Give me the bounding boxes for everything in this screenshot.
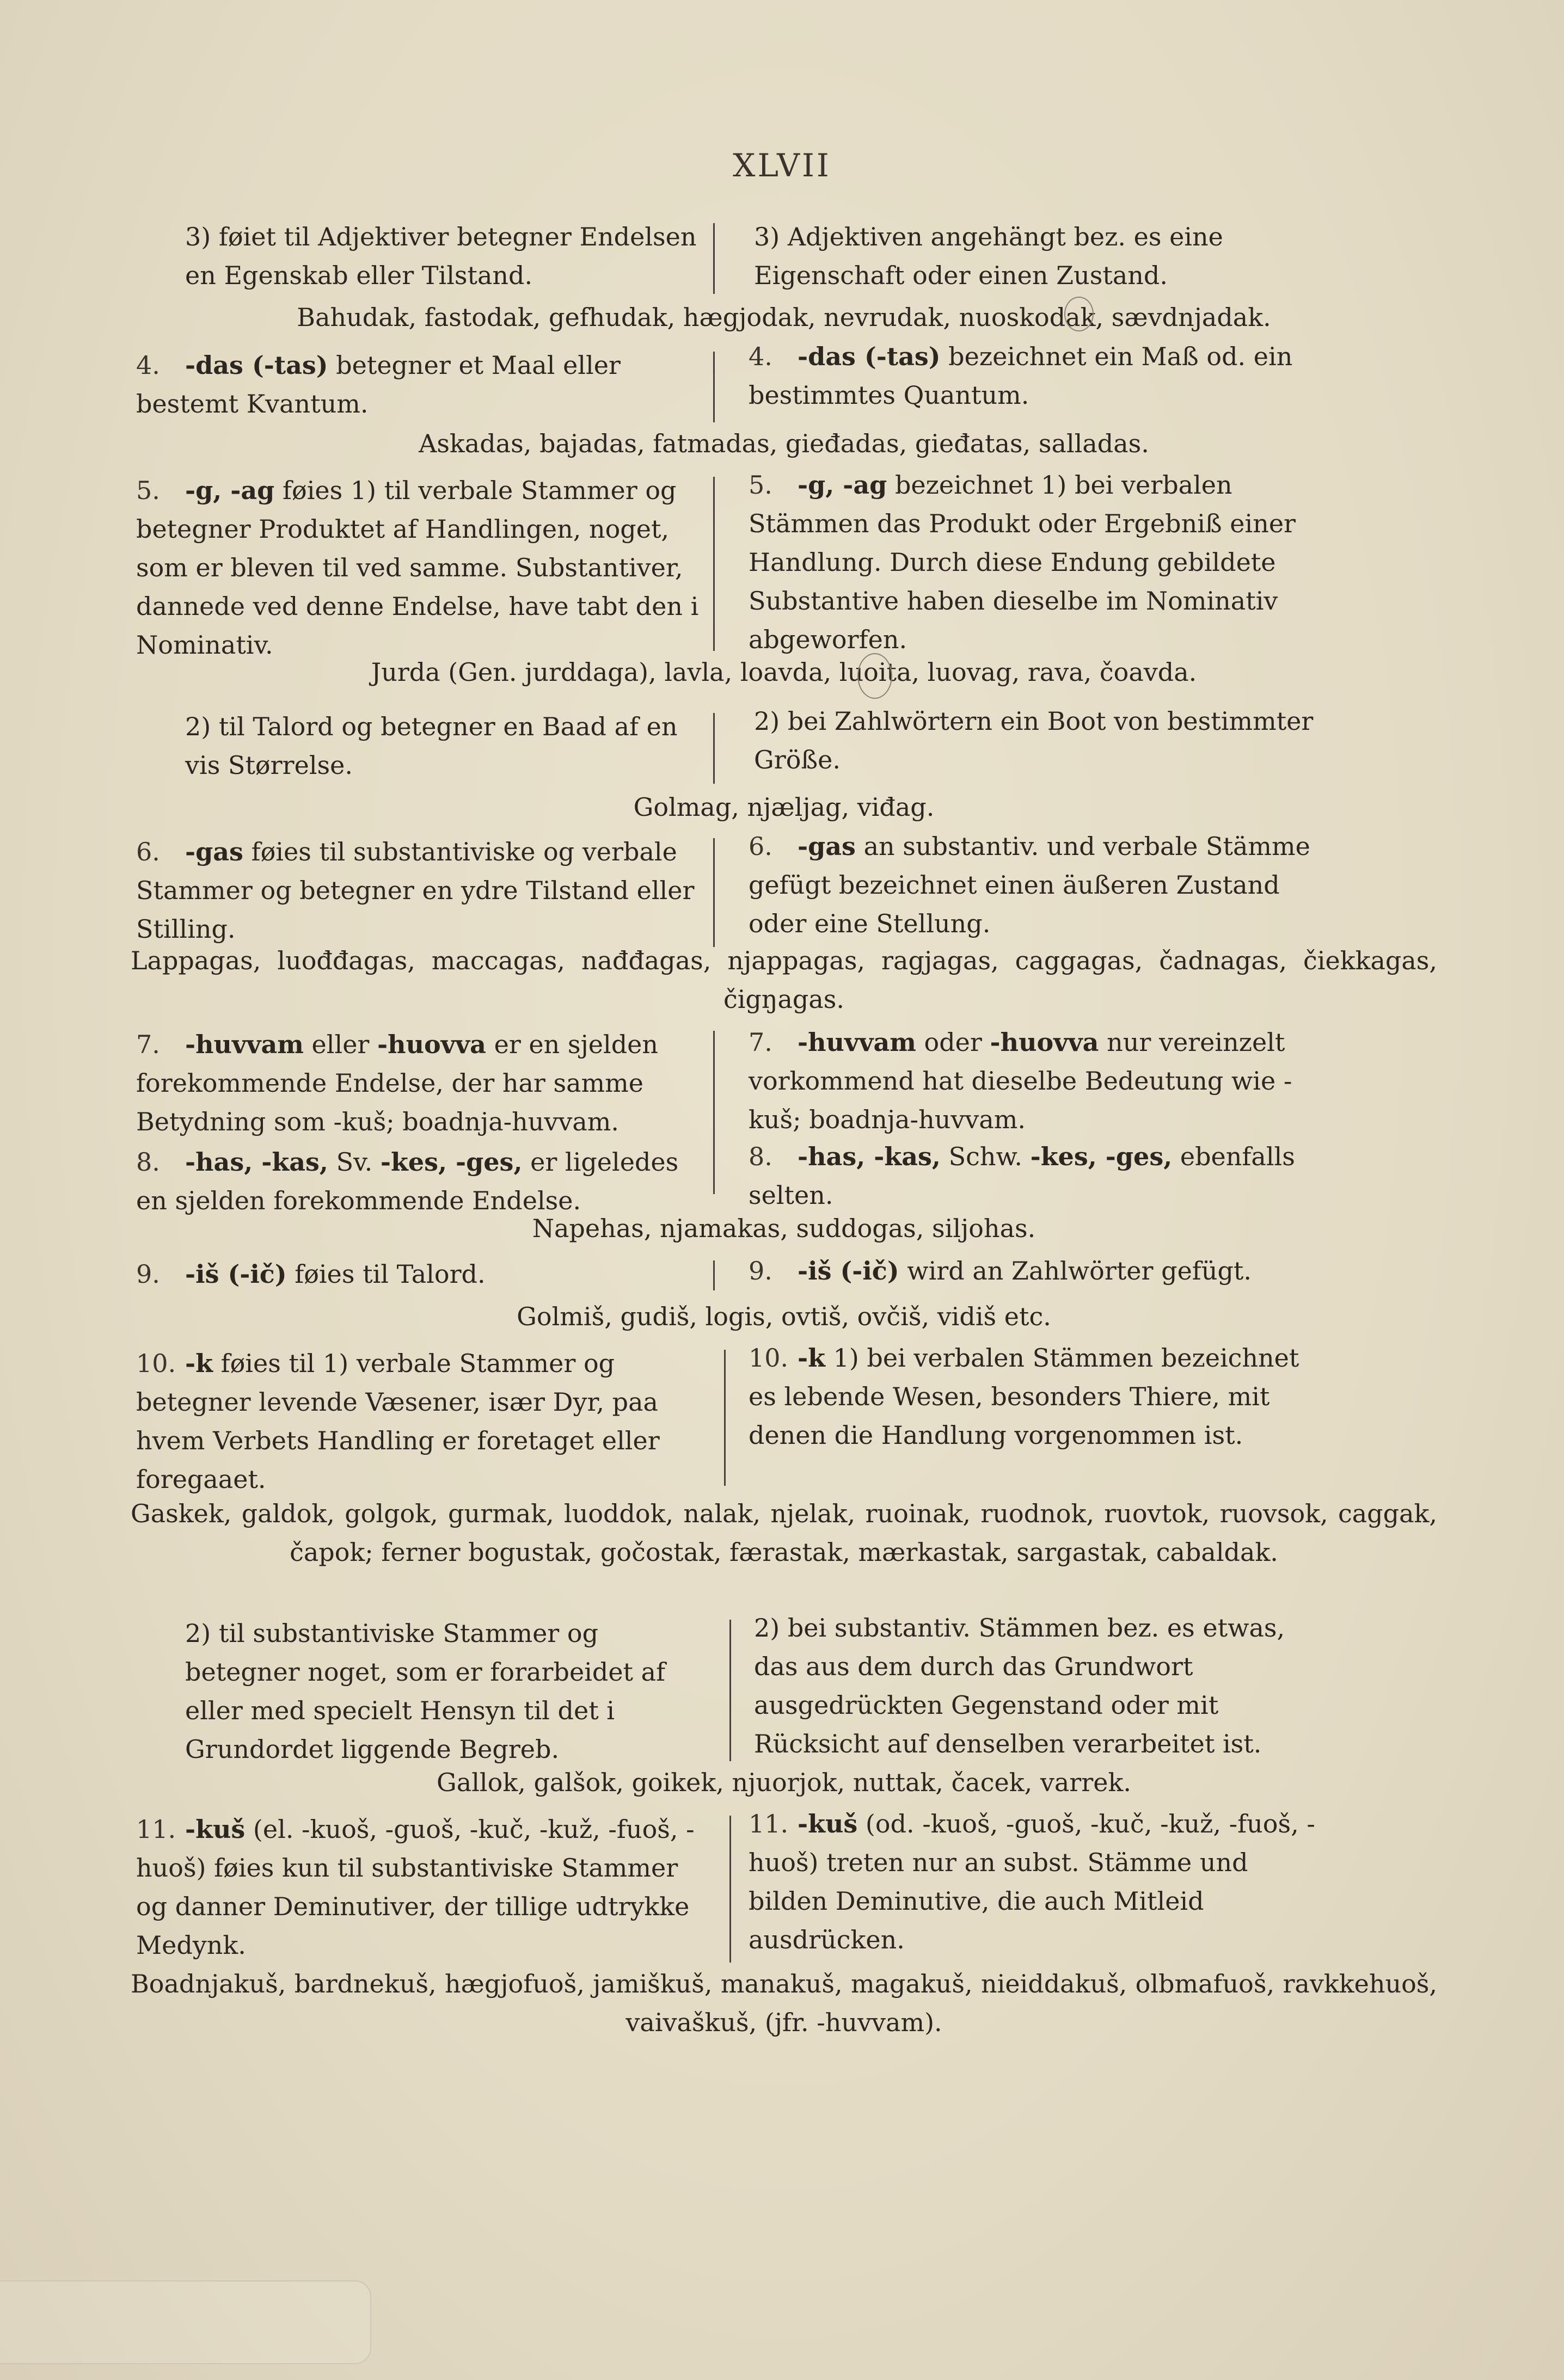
entry-5b-german — [754, 702, 1326, 779]
entry-number: 5. — [749, 470, 772, 500]
entry-4-danish — [136, 346, 708, 423]
entry-number: 8. — [136, 1147, 160, 1177]
entry-number: 6. — [749, 832, 772, 861]
entry-text: 3) føiet til Adjektiver betegner Endelsen en Egenskab eller Tilstand. — [185, 222, 697, 290]
column-divider — [713, 838, 715, 947]
entry-number: 2) — [754, 1613, 780, 1643]
entry-text: bezeichnet ein Maß od. ein bestimmtes Quantum. — [749, 342, 1293, 410]
suffix: -kuš — [798, 1809, 858, 1838]
entry-3-danish — [185, 218, 702, 295]
suffix: -gas — [798, 832, 856, 861]
entry-text: bei substantiv. Stämmen bez. es etwas, das aus dem durch das Grundwort ausgedrückten Gegenstand oder mit Rücksicht auf denselben verarbeitet ist. — [754, 1613, 1285, 1758]
entry-6-danish — [136, 833, 708, 949]
scan-tape-strip — [0, 2280, 371, 2364]
entry-text: oder — [916, 1028, 990, 1057]
suffix: -huovva — [990, 1028, 1099, 1057]
entry-number: 11. — [136, 1815, 176, 1844]
column-divider — [724, 1350, 726, 1486]
entry-8-danish — [136, 1143, 708, 1220]
entry-9-german — [749, 1252, 1326, 1290]
entry-5b-danish — [185, 708, 702, 785]
suffix: -das (-tas) — [185, 350, 328, 380]
column-divider — [713, 1260, 715, 1290]
entry-5-german — [749, 466, 1326, 659]
entry-7-german — [749, 1023, 1326, 1139]
entry-10-danish — [136, 1344, 708, 1499]
entry-5-danish — [136, 471, 708, 665]
entry-number: 10. — [749, 1343, 789, 1373]
column-divider — [713, 477, 715, 651]
examples-9: Golmiš, gudiš, logis, ovtiš, ovčiš, vidiš etc. — [517, 1302, 1051, 1331]
entry-text: føies 1) til verbale Stammer og betegner Produktet af Handlingen, noget, som er bleven til ved samme. Substantiver, dannede ved denne Endelse, have tabt den i Nominativ. — [136, 476, 699, 660]
suffix: -kes, -ges, — [380, 1147, 523, 1177]
entry-text: føies til 1) verbale Stammer og betegner levende Væsener, især Dyr, paa hvem Verbets Handling er foretaget eller foregaaet. — [136, 1349, 660, 1494]
entry-text: betegner et Maal eller bestemt Kvantum. — [136, 350, 621, 419]
pencil-mark — [1064, 297, 1094, 331]
examples-6: Lappagas, luođđagas, maccagas, nađđagas, njappagas, ragjagas, caggagas, čadnagas, čiekkagas, čigŋagas. — [131, 946, 1437, 1014]
examples-4: Askadas, bajadas, fatmadas, gieđadas, gieđatas, salladas. — [419, 429, 1149, 458]
entry-number: 8. — [749, 1142, 772, 1171]
column-divider — [713, 1031, 715, 1194]
column-divider — [713, 352, 715, 422]
entry-10b-danish — [185, 1614, 702, 1769]
suffix: -kes, -ges, — [1030, 1142, 1173, 1171]
entry-11-german — [749, 1805, 1326, 1959]
entry-7-danish — [136, 1025, 708, 1141]
suffix: -k — [185, 1349, 213, 1378]
entry-number: 4. — [136, 350, 160, 380]
suffix: -has, -kas, — [798, 1142, 941, 1171]
entry-text: ebenfalls selten. — [749, 1142, 1295, 1210]
entry-text: wird an Zahlwörter gefügt. — [899, 1256, 1252, 1286]
entry-10b-german — [754, 1609, 1326, 1763]
entry-number: 6. — [136, 837, 160, 866]
entry-11-danish — [136, 1810, 708, 1965]
entry-6-german — [749, 827, 1326, 943]
entry-number: 10. — [136, 1349, 176, 1378]
column-divider — [729, 1816, 731, 1963]
examples-10b: Gallok, galšok, goikek, njuorjok, nuttak, čacek, varrek. — [437, 1768, 1131, 1797]
entry-text: (el. -kuoš, -guoš, -kuč, -kuž, -fuoš, -huoš) føies kun til substantiviske Stammer og danner Deminutiver, der tillige udtrykke Medynk. — [136, 1815, 695, 1960]
examples-10: Gaskek, galdok, golgok, gurmak, luoddok, nalak, njelak, ruoinak, ruodnok, ruovtok, ruovsok, caggak, čapok; ferner bogustak, gočostak, færastak, mærkastak, sargastak, cabaldak. — [131, 1499, 1437, 1567]
suffix: -g, -ag — [185, 476, 275, 505]
suffix: -huovva — [377, 1030, 486, 1059]
suffix: -g, -ag — [798, 470, 887, 500]
page-number: XLVII — [733, 147, 831, 184]
column-divider — [729, 1620, 731, 1761]
entry-8-german — [749, 1137, 1326, 1215]
suffix: -das (-tas) — [798, 342, 941, 371]
examples-5: Jurda (Gen. jurddaga), lavla, loavda, luoita, luovag, rava, čoavda. — [371, 657, 1197, 687]
entry-text: an substantiv. und verbale Stämme gefügt bezeichnet einen äußeren Zustand oder eine Stellung. — [749, 832, 1310, 938]
entry-text: (od. -kuoš, -guoš, -kuč, -kuž, -fuoš, -huoš) treten nur an subst. Stämme und bilden Deminutive, die auch Mitleid ausdrücken. — [749, 1809, 1315, 1954]
entry-text: er en sjelden forekommende Endelse, der har samme Betydning som -kuš; boadnja-huvvam. — [136, 1030, 658, 1136]
suffix: -gas — [185, 837, 243, 866]
entry-text: nur vereinzelt vorkommend hat dieselbe Bedeutung wie -kuš; boadnja-huvvam. — [749, 1028, 1292, 1134]
entry-text: eller — [303, 1030, 378, 1059]
entry-number: 5. — [136, 476, 160, 505]
entry-number: 4. — [749, 342, 772, 371]
suffix: -k — [798, 1343, 825, 1373]
entry-text: 2) til substantiviske Stammer og betegner noget, som er forarbeidet af eller med specielt Hensyn til det i Grundordet liggende Begreb. — [185, 1619, 666, 1764]
entry-text: 3) Adjektiven angehängt bez. es eine Eigenschaft oder einen Zustand. — [754, 222, 1223, 290]
entry-number: 11. — [749, 1809, 789, 1838]
examples-3: Bahudak, fastodak, gefhudak, hægjodak, nevrudak, nuoskodak, sævdnjadak. — [297, 303, 1271, 332]
column-divider — [713, 223, 715, 294]
entry-text: bezeichnet 1) bei verbalen Stämmen das Produkt oder Ergebniß einer Handlung. Durch diese Endung gebildete Substantive haben dieselbe im Nominativ abgeworfen. — [749, 470, 1296, 654]
suffix: -has, -kas, — [185, 1147, 328, 1177]
entry-number: 9. — [136, 1259, 160, 1289]
entry-text: 2) til Talord og betegner en Baad af en vis Størrelse. — [185, 712, 678, 780]
column-divider — [713, 713, 715, 784]
entry-text: føies til substantiviske og verbale Stammer og betegner en ydre Tilstand eller Stilling. — [136, 837, 695, 944]
entry-4-german — [749, 337, 1326, 415]
entry-9-danish — [136, 1255, 708, 1294]
suffix: -huvvam — [185, 1030, 304, 1059]
suffix: -iš (-ič) — [798, 1256, 899, 1286]
entry-number: 9. — [749, 1256, 772, 1286]
entry-text: 1) bei verbalen Stämmen bezeichnet es lebende Wesen, besonders Thiere, mit denen die Handlung vorgenommen ist. — [749, 1343, 1299, 1450]
suffix: -huvvam — [798, 1028, 916, 1057]
entry-number: 7. — [749, 1028, 772, 1057]
entry-number: 7. — [136, 1030, 160, 1059]
examples-11: Boadnjakuš, bardnekuš, hægjofuoš, jamiškuš, manakuš, magakuš, nieiddakuš, olbmafuoš, ravkkehuoš, vaivaškuš, (jfr. -huvvam). — [131, 1969, 1437, 2037]
entry-10-german — [749, 1339, 1326, 1455]
entry-3-german — [754, 218, 1326, 295]
entry-text: Schw. — [940, 1142, 1031, 1171]
entry-text: 2) bei Zahlwörtern ein Boot von bestimmter Größe. — [754, 706, 1314, 774]
examples-5b: Golmag, njæljag, viđag. — [633, 792, 935, 822]
entry-text: er ligeledes en sjelden forekommende Endelse. — [136, 1147, 679, 1215]
pencil-mark — [857, 653, 892, 699]
suffix: -iš (-ič) — [185, 1259, 287, 1289]
entry-text: Sv. — [328, 1147, 381, 1177]
examples-8: Napehas, njamakas, suddogas, siljohas. — [532, 1214, 1036, 1243]
entry-text: føies til Talord. — [286, 1259, 486, 1289]
suffix: -kuš — [185, 1815, 246, 1844]
